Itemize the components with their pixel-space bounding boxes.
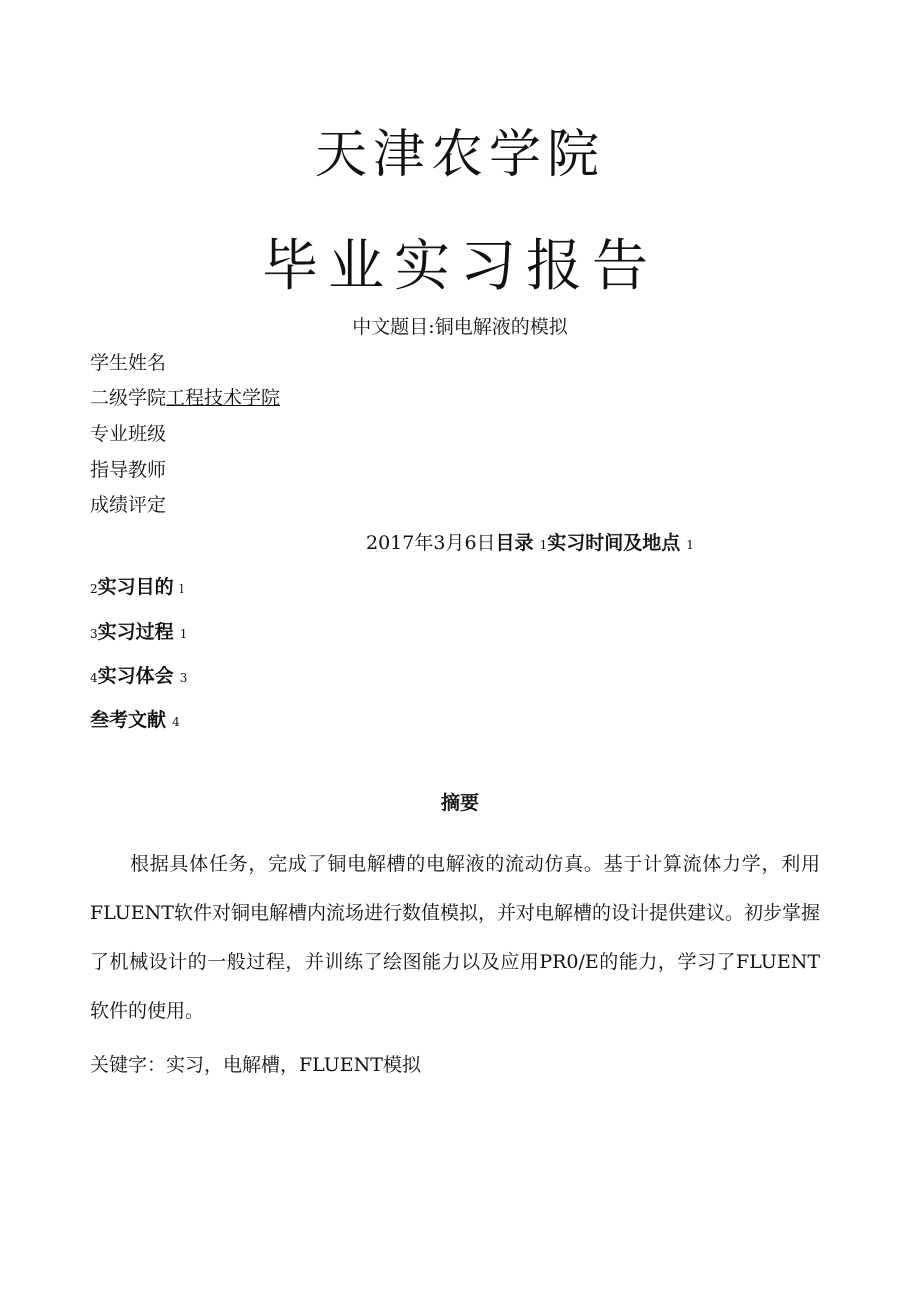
- subject-line: 中文题目:铜电解液的模拟: [352, 316, 568, 338]
- toc-item-label: 叁考文献: [90, 709, 167, 731]
- toc-item-number: 3: [90, 627, 98, 641]
- advisor-label: 指导教师: [90, 459, 167, 481]
- toc-item[interactable]: [90, 572, 184, 599]
- report-date: 2017年3月6日: [366, 532, 496, 554]
- toc-item-number: 4: [90, 671, 98, 685]
- toc-item[interactable]: [90, 661, 187, 688]
- report-title: 毕业实习报告: [262, 234, 658, 299]
- toc-item-page: 1: [179, 627, 188, 641]
- college-line: [90, 383, 280, 410]
- toc-item-number: 1: [539, 538, 548, 552]
- toc-item[interactable]: [90, 617, 187, 644]
- toc-item[interactable]: [90, 705, 180, 732]
- toc-item-label: 实习过程: [97, 621, 174, 643]
- toc-item-page: 3: [179, 671, 188, 685]
- grade-label: 成绩评定: [90, 494, 167, 516]
- toc-item-page: 4: [172, 715, 180, 729]
- toc-item-label: 实习目的: [97, 576, 174, 598]
- major-label: 专业班级: [90, 423, 167, 445]
- toc-item-page: l: [179, 582, 184, 596]
- toc-item-number: 2: [90, 582, 98, 596]
- keywords-line: 关键字：实习，电解槽，FLUENT模拟: [90, 1054, 421, 1076]
- date-toc-line: [366, 528, 694, 555]
- abstract-title: 摘要: [440, 792, 479, 814]
- toc-item-page: 1: [686, 538, 694, 552]
- school-name: 天津农学院: [314, 125, 605, 185]
- college-label: 二级学院: [90, 387, 167, 409]
- college-value: 工程技术学院: [166, 387, 281, 409]
- student-name-label: 学生姓名: [90, 352, 167, 374]
- abstract-body: 根据具体任务，完成了铜电解槽的电解液的流动仿真。基于计算流体力学，利用FLUENT软件对铜电解槽内流场进行数值模拟，并对电解槽的设计提供建议。初步掌握了机械设计的一般过程，并训练了绘图能力以及应用PR0/E的能力，学习了FLUENT软件的使用。: [90, 853, 820, 1022]
- toc-item-label: 实习时间及地点: [547, 532, 681, 554]
- toc-item-label: 实习体会: [97, 665, 174, 687]
- toc-heading: 目录: [495, 532, 534, 554]
